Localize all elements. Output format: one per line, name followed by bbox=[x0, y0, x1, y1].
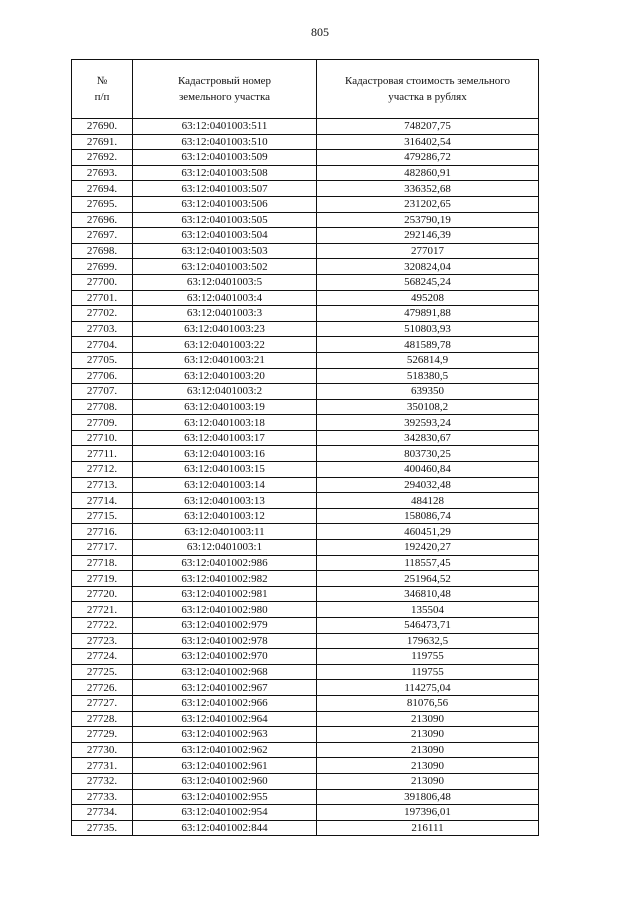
row-number-cell: 27730. bbox=[72, 742, 133, 758]
row-number-cell: 27706. bbox=[72, 368, 133, 384]
row-number-cell: 27719. bbox=[72, 571, 133, 587]
row-number-cell: 27696. bbox=[72, 212, 133, 228]
table-row bbox=[72, 446, 539, 462]
row-number-cell: 27728. bbox=[72, 711, 133, 727]
row-number-cell: 27691. bbox=[72, 134, 133, 150]
cadastral-number-cell: 63:12:0401003:3 bbox=[133, 306, 317, 322]
row-number-cell: 27729. bbox=[72, 727, 133, 743]
cadastral-value-cell: 179632,5 bbox=[317, 633, 539, 649]
cadastral-number-cell: 63:12:0401003:14 bbox=[133, 477, 317, 493]
cadastral-number-cell: 63:12:0401003:12 bbox=[133, 508, 317, 524]
row-number-cell: 27707. bbox=[72, 384, 133, 400]
cadastral-value-cell: 192420,27 bbox=[317, 540, 539, 556]
row-number-cell: 27711. bbox=[72, 446, 133, 462]
table-row bbox=[72, 664, 539, 680]
cadastral-number-cell: 63:12:0401003:510 bbox=[133, 134, 317, 150]
table-row bbox=[72, 259, 539, 275]
column-header-cadastral-value bbox=[317, 60, 539, 119]
row-number-cell: 27726. bbox=[72, 680, 133, 696]
cadastral-value-cell: 118557,45 bbox=[317, 555, 539, 571]
cadastral-value-cell: 346810,48 bbox=[317, 586, 539, 602]
cadastral-number-cell: 63:12:0401003:16 bbox=[133, 446, 317, 462]
cadastral-value-cell: 114275,04 bbox=[317, 680, 539, 696]
table-row bbox=[72, 306, 539, 322]
page-number: 805 bbox=[311, 25, 329, 39]
table-row bbox=[72, 508, 539, 524]
table-row bbox=[72, 805, 539, 821]
table-row bbox=[72, 134, 539, 150]
table-row bbox=[72, 695, 539, 711]
table-row bbox=[72, 680, 539, 696]
cadastral-value-cell: 251964,52 bbox=[317, 571, 539, 587]
table-row bbox=[72, 212, 539, 228]
cadastral-number-cell: 63:12:0401002:978 bbox=[133, 633, 317, 649]
table-row bbox=[72, 789, 539, 805]
cadastral-number-cell: 63:12:0401002:963 bbox=[133, 727, 317, 743]
row-number-cell: 27701. bbox=[72, 290, 133, 306]
row-number-cell: 27692. bbox=[72, 150, 133, 166]
row-number-cell: 27704. bbox=[72, 337, 133, 353]
cadastral-value-table bbox=[71, 59, 539, 836]
cadastral-value-cell: 748207,75 bbox=[317, 119, 539, 135]
cadastral-number-cell: 63:12:0401003:23 bbox=[133, 321, 317, 337]
cadastral-value-cell: 481589,78 bbox=[317, 337, 539, 353]
cadastral-value-cell: 391806,48 bbox=[317, 789, 539, 805]
column-header-cadastral-value-line-1: Кадастровая стоимость земельного bbox=[345, 75, 510, 87]
cadastral-value-cell: 546473,71 bbox=[317, 618, 539, 634]
cadastral-value-cell: 213090 bbox=[317, 742, 539, 758]
table-row bbox=[72, 555, 539, 571]
row-number-cell: 27710. bbox=[72, 430, 133, 446]
cadastral-value-cell: 803730,25 bbox=[317, 446, 539, 462]
table-header bbox=[72, 60, 539, 119]
cadastral-value-cell: 231202,65 bbox=[317, 196, 539, 212]
cadastral-number-cell: 63:12:0401003:507 bbox=[133, 181, 317, 197]
cadastral-number-cell: 63:12:0401003:4 bbox=[133, 290, 317, 306]
row-number-cell: 27717. bbox=[72, 540, 133, 556]
cadastral-value-cell: 484128 bbox=[317, 493, 539, 509]
row-number-cell: 27733. bbox=[72, 789, 133, 805]
cadastral-value-cell: 213090 bbox=[317, 711, 539, 727]
cadastral-number-cell: 63:12:0401003:511 bbox=[133, 119, 317, 135]
cadastral-number-cell: 63:12:0401002:966 bbox=[133, 695, 317, 711]
table-row bbox=[72, 540, 539, 556]
table-row bbox=[72, 243, 539, 259]
cadastral-value-cell: 213090 bbox=[317, 727, 539, 743]
cadastral-number-cell: 63:12:0401003:13 bbox=[133, 493, 317, 509]
cadastral-value-cell: 400460,84 bbox=[317, 462, 539, 478]
row-number-cell: 27731. bbox=[72, 758, 133, 774]
cadastral-number-cell: 63:12:0401003:21 bbox=[133, 352, 317, 368]
cadastral-number-cell: 63:12:0401003:20 bbox=[133, 368, 317, 384]
cadastral-value-cell: 392593,24 bbox=[317, 415, 539, 431]
row-number-cell: 27702. bbox=[72, 306, 133, 322]
table-row bbox=[72, 181, 539, 197]
cadastral-number-cell: 63:12:0401003:505 bbox=[133, 212, 317, 228]
cadastral-number-cell: 63:12:0401002:981 bbox=[133, 586, 317, 602]
table-row bbox=[72, 773, 539, 789]
table-row bbox=[72, 337, 539, 353]
cadastral-number-cell: 63:12:0401003:18 bbox=[133, 415, 317, 431]
cadastral-value-cell: 294032,48 bbox=[317, 477, 539, 493]
cadastral-value-cell: 639350 bbox=[317, 384, 539, 400]
table-row bbox=[72, 119, 539, 135]
row-number-cell: 27709. bbox=[72, 415, 133, 431]
table-header-row bbox=[72, 60, 539, 119]
table-row bbox=[72, 399, 539, 415]
table-row bbox=[72, 290, 539, 306]
table-row bbox=[72, 633, 539, 649]
table-row bbox=[72, 820, 539, 836]
cadastral-number-cell: 63:12:0401002:970 bbox=[133, 649, 317, 665]
row-number-cell: 27718. bbox=[72, 555, 133, 571]
row-number-cell: 27716. bbox=[72, 524, 133, 540]
cadastral-value-cell: 197396,01 bbox=[317, 805, 539, 821]
cadastral-value-cell: 119755 bbox=[317, 664, 539, 680]
row-number-cell: 27699. bbox=[72, 259, 133, 275]
cadastral-number-cell: 63:12:0401003:502 bbox=[133, 259, 317, 275]
table-row bbox=[72, 742, 539, 758]
cadastral-number-cell: 63:12:0401002:986 bbox=[133, 555, 317, 571]
table-row bbox=[72, 602, 539, 618]
table-row bbox=[72, 368, 539, 384]
row-number-cell: 27693. bbox=[72, 165, 133, 181]
row-number-cell: 27694. bbox=[72, 181, 133, 197]
table-row bbox=[72, 352, 539, 368]
cadastral-value-cell: 342830,67 bbox=[317, 430, 539, 446]
table-row bbox=[72, 571, 539, 587]
column-header-cadastral-number-line-2: земельного участка bbox=[178, 91, 271, 103]
row-number-cell: 27735. bbox=[72, 820, 133, 836]
cadastral-value-cell: 213090 bbox=[317, 773, 539, 789]
cadastral-number-cell: 63:12:0401002:968 bbox=[133, 664, 317, 680]
row-number-cell: 27713. bbox=[72, 477, 133, 493]
row-number-cell: 27705. bbox=[72, 352, 133, 368]
table-row bbox=[72, 274, 539, 290]
cadastral-value-cell: 119755 bbox=[317, 649, 539, 665]
column-header-cadastral-number-line-1: Кадастровый номер bbox=[177, 75, 272, 87]
cadastral-number-cell: 63:12:0401003:1 bbox=[133, 540, 317, 556]
cadastral-value-cell: 320824,04 bbox=[317, 259, 539, 275]
cadastral-value-cell: 510803,93 bbox=[317, 321, 539, 337]
row-number-cell: 27722. bbox=[72, 618, 133, 634]
cadastral-value-cell: 135504 bbox=[317, 602, 539, 618]
cadastral-value-cell: 336352,68 bbox=[317, 181, 539, 197]
cadastral-value-cell: 495208 bbox=[317, 290, 539, 306]
cadastral-number-cell: 63:12:0401003:19 bbox=[133, 399, 317, 415]
cadastral-number-cell: 63:12:0401002:982 bbox=[133, 571, 317, 587]
row-number-cell: 27708. bbox=[72, 399, 133, 415]
row-number-cell: 27697. bbox=[72, 228, 133, 244]
table-row bbox=[72, 228, 539, 244]
cadastral-number-cell: 63:12:0401003:22 bbox=[133, 337, 317, 353]
table-row bbox=[72, 618, 539, 634]
cadastral-value-cell: 568245,24 bbox=[317, 274, 539, 290]
cadastral-number-cell: 63:12:0401003:508 bbox=[133, 165, 317, 181]
row-number-cell: 27720. bbox=[72, 586, 133, 602]
table-body bbox=[72, 119, 539, 836]
row-number-cell: 27734. bbox=[72, 805, 133, 821]
cadastral-value-cell: 482860,91 bbox=[317, 165, 539, 181]
cadastral-number-cell: 63:12:0401002:962 bbox=[133, 742, 317, 758]
table-row bbox=[72, 321, 539, 337]
cadastral-value-cell: 81076,56 bbox=[317, 695, 539, 711]
cadastral-number-cell: 63:12:0401003:503 bbox=[133, 243, 317, 259]
table-row bbox=[72, 727, 539, 743]
cadastral-number-cell: 63:12:0401003:506 bbox=[133, 196, 317, 212]
cadastral-value-cell: 253790,19 bbox=[317, 212, 539, 228]
table-row bbox=[72, 384, 539, 400]
column-header-cadastral-value-line-2: участка в рублях bbox=[388, 91, 467, 103]
table-row bbox=[72, 196, 539, 212]
column-header-number-line-2: п/п bbox=[94, 91, 110, 103]
table-row bbox=[72, 586, 539, 602]
cadastral-number-cell: 63:12:0401002:961 bbox=[133, 758, 317, 774]
column-header-cadastral-number bbox=[133, 60, 317, 119]
cadastral-number-cell: 63:12:0401003:2 bbox=[133, 384, 317, 400]
row-number-cell: 27715. bbox=[72, 508, 133, 524]
cadastral-number-cell: 63:12:0401003:11 bbox=[133, 524, 317, 540]
cadastral-value-cell: 518380,5 bbox=[317, 368, 539, 384]
cadastral-value-cell: 216111 bbox=[317, 820, 539, 836]
table-row bbox=[72, 758, 539, 774]
table-row bbox=[72, 649, 539, 665]
table-row bbox=[72, 524, 539, 540]
table-row bbox=[72, 415, 539, 431]
column-header-number bbox=[72, 60, 133, 119]
cadastral-number-cell: 63:12:0401003:5 bbox=[133, 274, 317, 290]
cadastral-value-cell: 292146,39 bbox=[317, 228, 539, 244]
cadastral-number-cell: 63:12:0401003:15 bbox=[133, 462, 317, 478]
table-row bbox=[72, 462, 539, 478]
cadastral-value-cell: 479286,72 bbox=[317, 150, 539, 166]
row-number-cell: 27725. bbox=[72, 664, 133, 680]
column-header-number-line-1: № bbox=[96, 75, 108, 87]
cadastral-value-cell: 316402,54 bbox=[317, 134, 539, 150]
cadastral-number-cell: 63:12:0401002:980 bbox=[133, 602, 317, 618]
cadastral-value-cell: 460451,29 bbox=[317, 524, 539, 540]
row-number-cell: 27721. bbox=[72, 602, 133, 618]
cadastral-number-cell: 63:12:0401003:17 bbox=[133, 430, 317, 446]
row-number-cell: 27703. bbox=[72, 321, 133, 337]
cadastral-value-cell: 213090 bbox=[317, 758, 539, 774]
cadastral-value-cell: 277017 bbox=[317, 243, 539, 259]
cadastral-number-cell: 63:12:0401002:967 bbox=[133, 680, 317, 696]
row-number-cell: 27732. bbox=[72, 773, 133, 789]
cadastral-number-cell: 63:12:0401003:509 bbox=[133, 150, 317, 166]
cadastral-value-cell: 526814,9 bbox=[317, 352, 539, 368]
row-number-cell: 27727. bbox=[72, 695, 133, 711]
row-number-cell: 27714. bbox=[72, 493, 133, 509]
cadastral-value-cell: 350108,2 bbox=[317, 399, 539, 415]
row-number-cell: 27724. bbox=[72, 649, 133, 665]
row-number-cell: 27690. bbox=[72, 119, 133, 135]
table-row bbox=[72, 165, 539, 181]
cadastral-number-cell: 63:12:0401003:504 bbox=[133, 228, 317, 244]
cadastral-number-cell: 63:12:0401002:954 bbox=[133, 805, 317, 821]
cadastral-number-cell: 63:12:0401002:955 bbox=[133, 789, 317, 805]
table-row bbox=[72, 477, 539, 493]
row-number-cell: 27700. bbox=[72, 274, 133, 290]
cadastral-number-cell: 63:12:0401002:844 bbox=[133, 820, 317, 836]
table-row bbox=[72, 430, 539, 446]
row-number-cell: 27712. bbox=[72, 462, 133, 478]
cadastral-number-cell: 63:12:0401002:979 bbox=[133, 618, 317, 634]
row-number-cell: 27723. bbox=[72, 633, 133, 649]
row-number-cell: 27698. bbox=[72, 243, 133, 259]
cadastral-number-cell: 63:12:0401002:964 bbox=[133, 711, 317, 727]
cadastral-value-cell: 479891,88 bbox=[317, 306, 539, 322]
cadastral-number-cell: 63:12:0401002:960 bbox=[133, 773, 317, 789]
table-row bbox=[72, 150, 539, 166]
table-row bbox=[72, 711, 539, 727]
row-number-cell: 27695. bbox=[72, 196, 133, 212]
cadastral-value-cell: 158086,74 bbox=[317, 508, 539, 524]
table-row bbox=[72, 493, 539, 509]
